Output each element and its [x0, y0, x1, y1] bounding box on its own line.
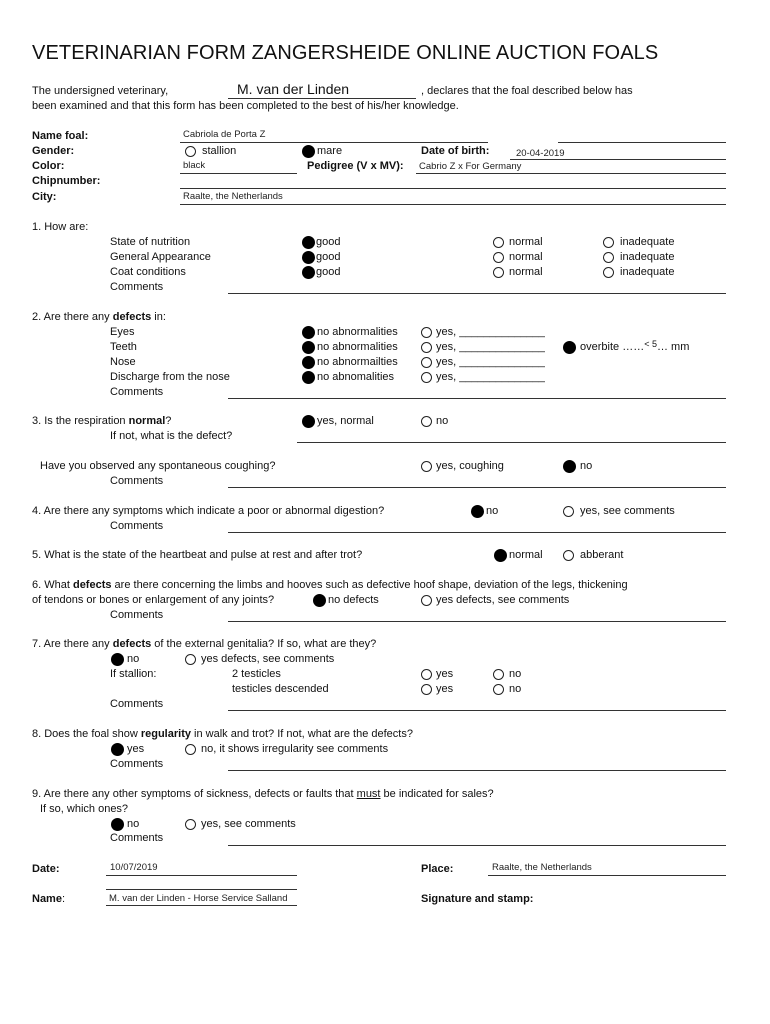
q1-row-label: General Appearance	[110, 251, 211, 263]
yes-blank-label: yes, ______________	[436, 341, 545, 353]
q6-comments-line[interactable]	[228, 621, 726, 622]
q4-comments-line[interactable]	[228, 532, 726, 533]
no-label: no	[509, 683, 522, 695]
descended-yes-radio[interactable]	[421, 684, 432, 695]
signature-label: Signature and stamp:	[421, 893, 534, 905]
q6-title: 6. What defects are there concerning the limbs and hooves such as defective hoof shape, deviation of the legs, thickening	[32, 579, 628, 591]
inadequate-label: inadequate	[620, 251, 675, 263]
dob-field[interactable]: 20-04-2019	[516, 148, 565, 159]
chipnumber-label: Chipnumber:	[32, 175, 101, 187]
testicles-no-radio[interactable]	[493, 669, 504, 680]
dob-underline	[510, 159, 726, 160]
q3-comments-line[interactable]	[228, 487, 726, 488]
no-abnormalities-label: no abnormalities	[317, 341, 398, 353]
q2-comments-line[interactable]	[228, 398, 726, 399]
q7-yes-radio[interactable]	[185, 654, 196, 665]
q9-comments-line[interactable]	[228, 845, 726, 846]
q7-comments-label: Comments	[110, 698, 164, 710]
city-underline	[180, 204, 726, 205]
cough-yes-label: yes, coughing	[436, 460, 504, 472]
place-label: Place:	[421, 863, 454, 875]
q8-yes-label: yes	[127, 743, 145, 755]
q2-discharge-no-radio[interactable]	[302, 371, 315, 384]
color-underline	[180, 173, 297, 174]
name-foal-field[interactable]: Cabriola de Porta Z	[183, 129, 266, 140]
q4-no-radio[interactable]	[471, 505, 484, 518]
q8-yes-radio[interactable]	[111, 743, 124, 756]
q2-row-label: Eyes	[110, 326, 135, 338]
good-label: good	[316, 266, 341, 278]
date-field[interactable]: 10/07/2019	[110, 862, 158, 873]
q1-coat-normal-radio[interactable]	[493, 267, 504, 278]
no-abnormalities-label: no abnormalities	[317, 326, 398, 338]
q9-yes-label: yes, see comments	[201, 818, 296, 830]
yes-label: yes	[436, 668, 454, 680]
q7-title: 7. Are there any defects of the external genitalia? If so, what are they?	[32, 638, 377, 650]
no-abnormalities-label: no abnomalities	[317, 371, 395, 383]
q2-row-label: Nose	[110, 356, 136, 368]
name-label: Name:	[32, 893, 66, 905]
intro-text-pre: The undersigned veterinary,	[32, 85, 169, 97]
place-underline	[488, 875, 726, 876]
q1-coat-good-radio[interactable]	[302, 266, 315, 279]
q3-yes-normal-radio[interactable]	[302, 415, 315, 428]
name-foal-label: Name foal:	[32, 130, 89, 142]
q3-title: 3. Is the respiration normal?	[32, 415, 172, 427]
q3-defect-line[interactable]	[297, 442, 726, 443]
mare-radio[interactable]	[302, 145, 315, 158]
q5-abberant-label: abberant	[580, 549, 624, 561]
good-label: good	[316, 236, 341, 248]
q5-title: 5. What is the state of the heartbeat and pulse at rest and after trot?	[32, 549, 363, 561]
q4-comments-label: Comments	[110, 520, 164, 532]
color-label: Color:	[32, 160, 65, 172]
overbite-value[interactable]: < 5	[644, 339, 657, 349]
q8-no-label: no, it shows irregularity see comments	[201, 743, 389, 755]
q9-title-line2: If so, which ones?	[40, 803, 129, 815]
yes-label: yes	[436, 683, 454, 695]
intro-text-line2: been examined and that this form has been completed to the best of his/her knowledge.	[32, 100, 459, 112]
q8-comments-label: Comments	[110, 758, 164, 770]
q9-no-label: no	[127, 818, 140, 830]
q2-eyes-yes-radio[interactable]	[421, 327, 432, 338]
cough-no-radio[interactable]	[563, 460, 576, 473]
q1-row-label: Coat conditions	[110, 266, 186, 278]
stallion-radio[interactable]	[185, 146, 196, 157]
q2-nose-no-radio[interactable]	[302, 356, 315, 369]
q2-row-label: Teeth	[110, 341, 137, 353]
vet-name-underline	[228, 98, 416, 99]
mare-label: mare	[317, 145, 343, 157]
yes-blank-label: yes, ______________	[436, 356, 545, 368]
city-field[interactable]: Raalte, the Netherlands	[183, 191, 283, 202]
inadequate-label: inadequate	[620, 236, 675, 248]
q3-no-radio[interactable]	[421, 416, 432, 427]
q7-no-radio[interactable]	[111, 653, 124, 666]
inadequate-label: inadequate	[620, 266, 675, 278]
pedigree-underline	[416, 173, 726, 174]
testicles-label: 2 testicles	[232, 668, 281, 680]
q2-discharge-yes-radio[interactable]	[421, 372, 432, 383]
q2-row-label: Discharge from the nose	[110, 371, 230, 383]
cough-no-label: no	[580, 460, 593, 472]
q3-sub-label: If not, what is the defect?	[110, 430, 233, 442]
q7-no-label: no	[127, 653, 140, 665]
q2-teeth-no-radio[interactable]	[302, 341, 315, 354]
q6-no-defects-radio[interactable]	[313, 594, 326, 607]
place-field[interactable]: Raalte, the Netherlands	[492, 862, 592, 873]
q7-yes-label: yes defects, see comments	[201, 653, 335, 665]
q1-appearance-inadequate-radio[interactable]	[603, 252, 614, 263]
q1-comments-line[interactable]	[228, 293, 726, 294]
extra-underline	[558, 142, 726, 143]
intro-text-post: , declares that the foal described below has	[421, 85, 633, 97]
cough-question: Have you observed any spontaneous coughing?	[40, 460, 276, 472]
city-label: City:	[32, 191, 57, 203]
name-upper-line	[106, 889, 297, 890]
q6-comments-label: Comments	[110, 609, 164, 621]
name-underline	[106, 905, 297, 906]
q9-no-radio[interactable]	[111, 818, 124, 831]
descended-label: testicles descended	[232, 683, 329, 695]
q6-title-line2: of tendons or bones or enlargement of any joints?	[32, 594, 275, 606]
normal-label: normal	[509, 266, 543, 278]
vet-name-field[interactable]: M. van der Linden	[237, 81, 350, 97]
gender-label: Gender:	[32, 145, 75, 157]
form-title: VETERINARIAN FORM ZANGERSHEIDE ONLINE AUCTION FOALS	[32, 42, 659, 64]
no-label: no	[509, 668, 522, 680]
name-field[interactable]: M. van der Linden - Horse Service Salland	[109, 893, 288, 904]
cough-yes-radio[interactable]	[421, 461, 432, 472]
q4-yes-radio[interactable]	[563, 506, 574, 517]
if-stallion-label: If stallion:	[110, 668, 157, 680]
q1-title: 1. How are:	[32, 221, 89, 233]
q2-overbite-radio[interactable]	[563, 341, 576, 354]
normal-label: normal	[509, 251, 543, 263]
q7-comments-line[interactable]	[228, 710, 726, 711]
date-label: Date:	[32, 863, 60, 875]
pedigree-label: Pedigree (V x MV):	[307, 160, 404, 172]
pedigree-field[interactable]: Cabrio Z x For Germany	[419, 161, 522, 172]
q1-appearance-good-radio[interactable]	[302, 251, 315, 264]
q9-title: 9. Are there any other symptoms of sickness, defects or faults that must be indicated for sales?	[32, 788, 494, 800]
q2-comments-label: Comments	[110, 386, 164, 398]
q6-yes-label: yes defects, see comments	[436, 594, 570, 606]
q9-comments-label: Comments	[110, 832, 164, 844]
q4-no-label: no	[486, 505, 499, 517]
q5-abberant-radio[interactable]	[563, 550, 574, 561]
descended-no-radio[interactable]	[493, 684, 504, 695]
q1-nutrition-normal-radio[interactable]	[493, 237, 504, 248]
q8-no-radio[interactable]	[185, 744, 196, 755]
q4-title: 4. Are there any symptoms which indicate a poor or abnormal digestion?	[32, 505, 385, 517]
name-foal-underline	[180, 142, 488, 143]
q3-comments-label: Comments	[110, 475, 164, 487]
overbite-label: overbite ……$^{< 5}$… mm	[580, 339, 690, 353]
yes-blank-label: yes, ______________	[436, 326, 545, 338]
q5-normal-label: normal	[509, 549, 543, 561]
testicles-yes-radio[interactable]	[421, 669, 432, 680]
chipnumber-underline[interactable]	[180, 188, 726, 189]
q3-no-label: no	[436, 415, 449, 427]
dob-label: Date of birth:	[421, 145, 490, 157]
q2-nose-yes-radio[interactable]	[421, 357, 432, 368]
q1-coat-inadequate-radio[interactable]	[603, 267, 614, 278]
q9-yes-radio[interactable]	[185, 819, 196, 830]
q2-title: 2. Are there any defects in:	[32, 311, 166, 323]
q4-yes-label: yes, see comments	[580, 505, 675, 517]
yes-blank-label: yes, ______________	[436, 371, 545, 383]
q1-comments-label: Comments	[110, 281, 164, 293]
q5-normal-radio[interactable]	[494, 549, 507, 562]
no-abnormalities-label: no abnormailties	[317, 356, 398, 368]
q3-yes-normal-label: yes, normal	[317, 415, 374, 427]
stallion-label: stallion	[202, 145, 237, 157]
good-label: good	[316, 251, 341, 263]
q2-eyes-no-radio[interactable]	[302, 326, 315, 339]
color-field[interactable]: black	[183, 160, 206, 171]
q2-teeth-yes-radio[interactable]	[421, 342, 432, 353]
normal-label: normal	[509, 236, 543, 248]
q8-title: 8. Does the foal show regularity in walk and trot? If not, what are the defects?	[32, 728, 413, 740]
q6-yes-radio[interactable]	[421, 595, 432, 606]
q1-row-label: State of nutrition	[110, 236, 191, 248]
date-underline	[106, 875, 297, 876]
q8-comments-line[interactable]	[228, 770, 726, 771]
q1-appearance-normal-radio[interactable]	[493, 252, 504, 263]
q1-nutrition-inadequate-radio[interactable]	[603, 237, 614, 248]
q1-nutrition-good-radio[interactable]	[302, 236, 315, 249]
q6-no-defects-label: no defects	[328, 594, 379, 606]
